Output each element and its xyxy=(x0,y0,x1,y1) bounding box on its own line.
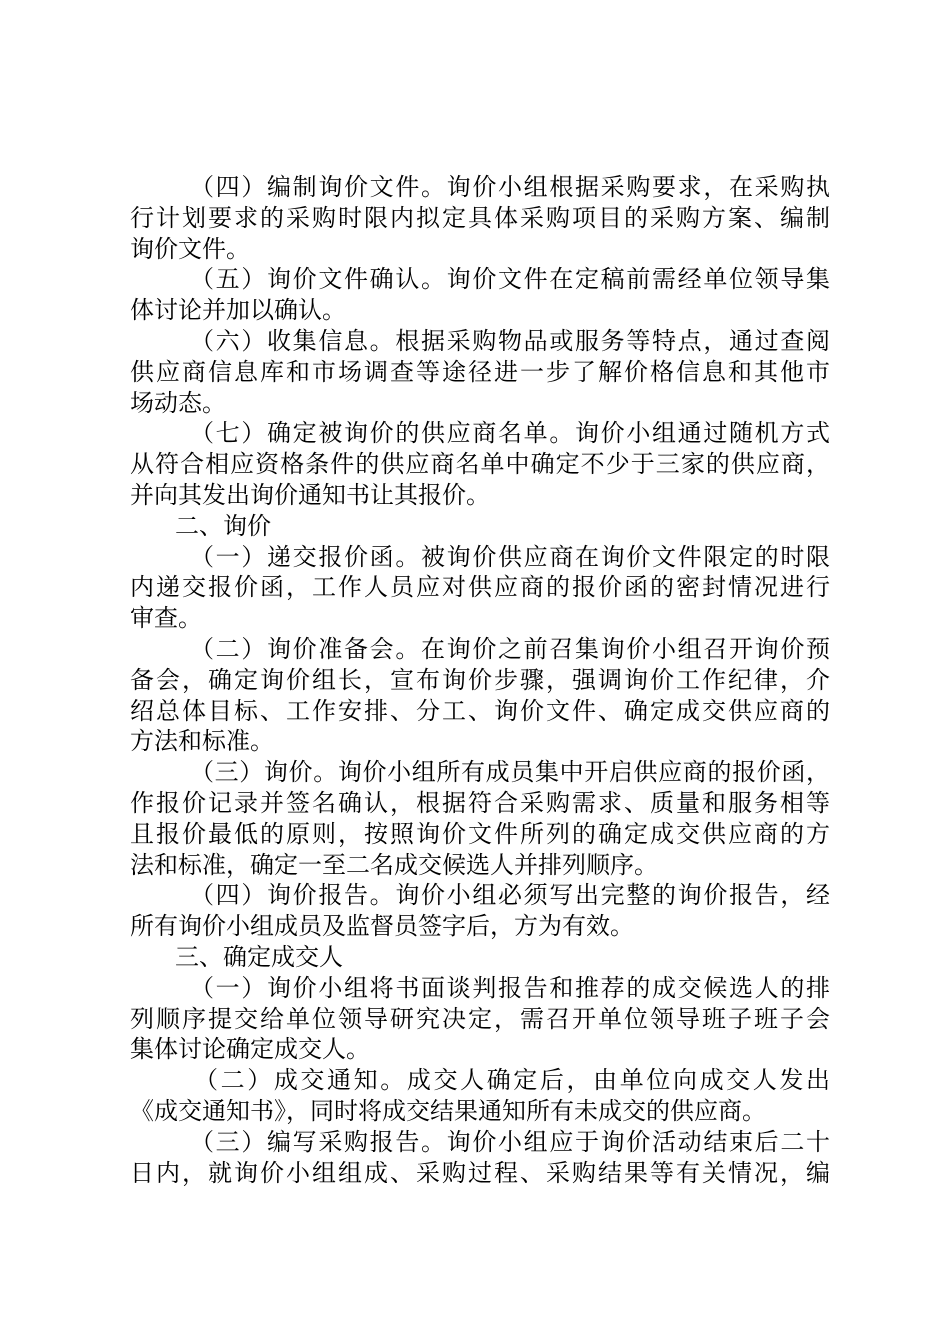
text-line: 所有询价小组成员及监督员签字后，方为有效。 xyxy=(130,912,634,941)
text-line: 绍总体目标、工作安排、分工、询价文件、确定成交供应商的 xyxy=(130,696,830,725)
text-line: 询价文件。 xyxy=(130,234,250,263)
text-line: 供应商信息库和市场调查等途径进一步了解价格信息和其他市 xyxy=(130,357,830,386)
section-heading: 二、询价 xyxy=(175,511,271,540)
paragraph-first-line: （二）询价准备会。在询价之前召集询价小组召开询价预 xyxy=(190,634,830,663)
document-body xyxy=(130,172,830,1188)
text-line: 内递交报价函，工作人员应对供应商的报价函的密封情况进行 xyxy=(130,573,830,602)
text-line: 法和标准，确定一至二名成交候选人并排列顺序。 xyxy=(130,850,658,879)
text-line: 备会，确定询价组长，宣布询价步骤，强调询价工作纪律，介 xyxy=(130,665,830,694)
paragraph-first-line: （三）询价。询价小组所有成员集中开启供应商的报价函， xyxy=(190,758,830,787)
text-line: 方法和标准。 xyxy=(130,727,274,756)
text-line: 从符合相应资格条件的供应商名单中确定不少于三家的供应商， xyxy=(130,450,830,479)
text-line: 列顺序提交给单位领导研究决定，需召开单位领导班子班子会 xyxy=(130,1004,830,1033)
paragraph-first-line: （一）递交报价函。被询价供应商在询价文件限定的时限 xyxy=(190,542,830,571)
text-line: 作报价记录并签名确认，根据符合采购需求、质量和服务相等 xyxy=(130,788,830,817)
text-line: 审查。 xyxy=(130,604,202,633)
section-heading: 三、确定成交人 xyxy=(175,942,343,971)
text-line: 并向其发出询价通知书让其报价。 xyxy=(130,480,490,509)
paragraph-first-line: （三）编写采购报告。询价小组应于询价活动结束后二十 xyxy=(190,1127,830,1156)
text-line: 日内，就询价小组组成、采购过程、采购结果等有关情况，编 xyxy=(130,1158,830,1187)
text-line: 场动态。 xyxy=(130,388,226,417)
paragraph-first-line: （六）收集信息。根据采购物品或服务等特点，通过查阅 xyxy=(190,326,830,355)
paragraph-first-line: （四）编制询价文件。询价小组根据采购要求，在采购执 xyxy=(190,173,830,201)
paragraph-first-line: （二）成交通知。成交人确定后，由单位向成交人发出 xyxy=(194,1066,830,1095)
text-line: 且报价最低的原则，按照询价文件所列的确定成交供应商的方 xyxy=(130,819,830,848)
text-line: 集体讨论确定成交人。 xyxy=(130,1035,370,1064)
text-line: 《成交通知书》，同时将成交结果通知所有未成交的供应商。 xyxy=(130,1096,766,1125)
paragraph-first-line: （一）询价小组将书面谈判报告和推荐的成交候选人的排 xyxy=(190,973,830,1002)
paragraph-first-line: （四）询价报告。询价小组必须写出完整的询价报告，经 xyxy=(190,881,830,910)
paragraph-first-line: （五）询价文件确认。询价文件在定稿前需经单位领导集 xyxy=(190,265,830,294)
paragraph-first-line: （七）确定被询价的供应商名单。询价小组通过随机方式 xyxy=(190,419,830,448)
text-line: 体讨论并加以确认。 xyxy=(130,296,346,325)
text-line: 行计划要求的采购时限内拟定具体采购项目的采购方案、编制 xyxy=(130,203,830,232)
